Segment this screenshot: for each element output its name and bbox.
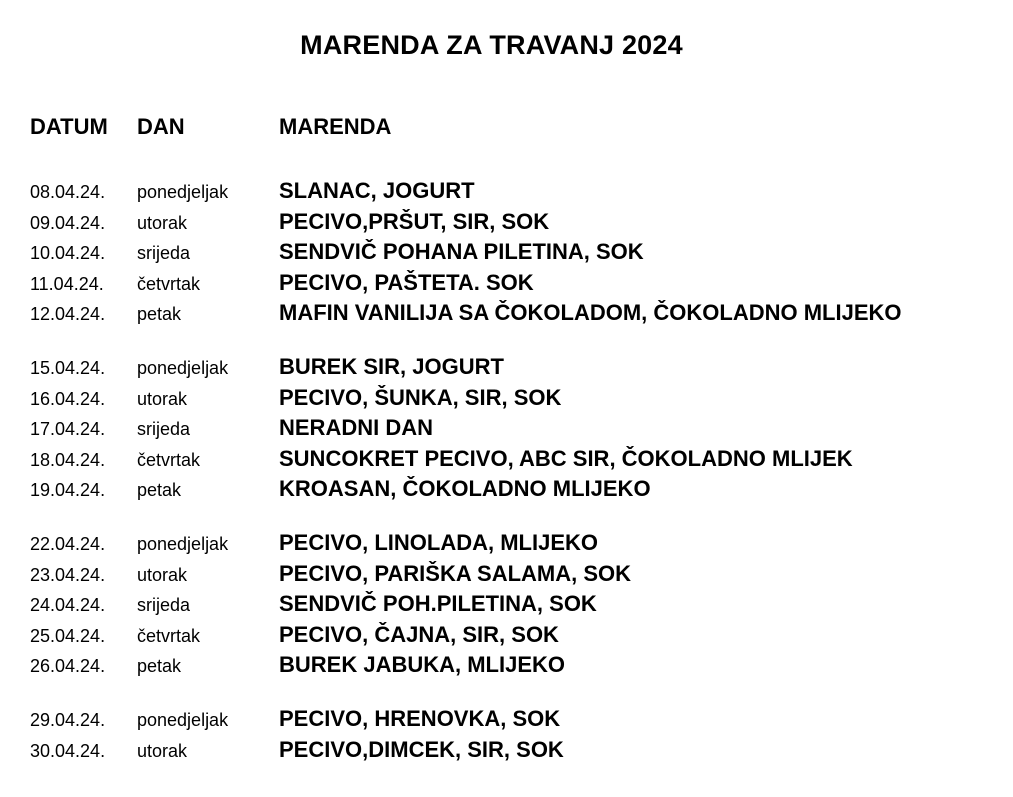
row-date: 18.04.24.: [30, 449, 106, 470]
table-row: [0, 176, 1013, 207]
header-day: DAN: [137, 114, 185, 139]
row-meal: KROASAN, ČOKOLADNO MLIJEKO: [279, 476, 651, 502]
row-date: 24.04.24.: [30, 595, 106, 616]
row-day: ponedjeljak: [137, 357, 229, 378]
table-row: [0, 237, 1013, 268]
row-date: 25.04.24.: [30, 625, 106, 646]
table-row: [0, 650, 1013, 681]
row-date: 26.04.24.: [30, 656, 106, 677]
table-row: [0, 207, 1013, 238]
row-meal: BUREK SIR, JOGURT: [279, 353, 504, 379]
table-row: [0, 620, 1013, 651]
page-title: [0, 30, 1013, 61]
row-day: petak: [137, 304, 182, 325]
row-day: utorak: [137, 740, 188, 761]
table-row: [0, 383, 1013, 414]
row-date: 17.04.24.: [30, 419, 106, 440]
row-meal: PECIVO, PARIŠKA SALAMA, SOK: [279, 560, 632, 586]
row-day: ponedjeljak: [137, 709, 229, 730]
row-date: 29.04.24.: [30, 709, 106, 730]
row-date: 30.04.24.: [30, 740, 106, 761]
table-row: [0, 735, 1013, 766]
row-day: četvrtak: [137, 625, 201, 646]
page-title-text: MARENDA ZA TRAVANJ 2024: [300, 30, 683, 60]
row-date: 09.04.24.: [30, 212, 106, 233]
table-row: [0, 589, 1013, 620]
row-meal: SENDVIČ POH.PILETINA, SOK: [279, 591, 597, 617]
row-date: 11.04.24.: [30, 273, 104, 294]
row-meal: PECIVO, HRENOVKA, SOK: [279, 705, 561, 731]
row-date: 19.04.24.: [30, 480, 106, 501]
row-day: petak: [137, 480, 182, 501]
menu-table: [0, 176, 1013, 788]
row-date: 15.04.24.: [30, 357, 106, 378]
table-row: [0, 704, 1013, 735]
week-group: [0, 704, 1013, 765]
header-meal: MARENDA: [279, 114, 392, 139]
row-day: utorak: [137, 388, 188, 409]
row-day: četvrtak: [137, 273, 201, 294]
row-day: ponedjeljak: [137, 533, 229, 554]
row-meal: PECIVO, LINOLADA, MLIJEKO: [279, 529, 599, 555]
row-meal: PECIVO,DIMCEK, SIR, SOK: [279, 736, 564, 762]
row-date: 22.04.24.: [30, 533, 106, 554]
row-day: ponedjeljak: [137, 182, 229, 202]
header-date: DATUM: [30, 114, 108, 139]
week-group: [0, 176, 1013, 329]
table-row: [0, 413, 1013, 444]
week-group: [0, 528, 1013, 681]
table-header: [0, 114, 1013, 144]
row-meal: BUREK JABUKA, MLIJEKO: [279, 652, 566, 678]
row-day: srijeda: [137, 419, 191, 440]
row-date: 23.04.24.: [30, 564, 106, 585]
row-meal: SLANAC, JOGURT: [279, 178, 475, 203]
row-day: četvrtak: [137, 449, 201, 470]
table-row: [0, 444, 1013, 475]
row-date: 10.04.24.: [30, 243, 106, 264]
row-meal: NERADNI DAN: [279, 415, 433, 441]
table-row: [0, 268, 1013, 299]
row-meal: PECIVO,PRŠUT, SIR, SOK: [279, 208, 550, 234]
table-row: [0, 559, 1013, 590]
row-day: petak: [137, 656, 182, 677]
row-date: 12.04.24.: [30, 304, 106, 325]
table-row: [0, 298, 1013, 329]
table-row: [0, 352, 1013, 383]
table-row: [0, 528, 1013, 559]
row-date: 08.04.24.: [30, 182, 106, 202]
row-date: 16.04.24.: [30, 388, 106, 409]
table-row: [0, 474, 1013, 505]
row-day: srijeda: [137, 243, 191, 264]
row-day: srijeda: [137, 595, 191, 616]
row-day: utorak: [137, 212, 188, 233]
week-group: [0, 352, 1013, 505]
row-meal: PECIVO, PAŠTETA. SOK: [279, 269, 534, 295]
row-meal: PECIVO, ČAJNA, SIR, SOK: [279, 621, 559, 647]
row-meal: MAFIN VANILIJA SA ČOKOLADOM, ČOKOLADNO MLIJEKO: [279, 300, 902, 326]
row-meal: PECIVO, ŠUNKA, SIR, SOK: [279, 384, 562, 410]
row-day: utorak: [137, 564, 188, 585]
row-meal: SUNCOKRET PECIVO, ABC SIR, ČOKOLADNO MLIJEK: [279, 445, 853, 471]
row-meal: SENDVIČ POHANA PILETINA, SOK: [279, 239, 644, 265]
